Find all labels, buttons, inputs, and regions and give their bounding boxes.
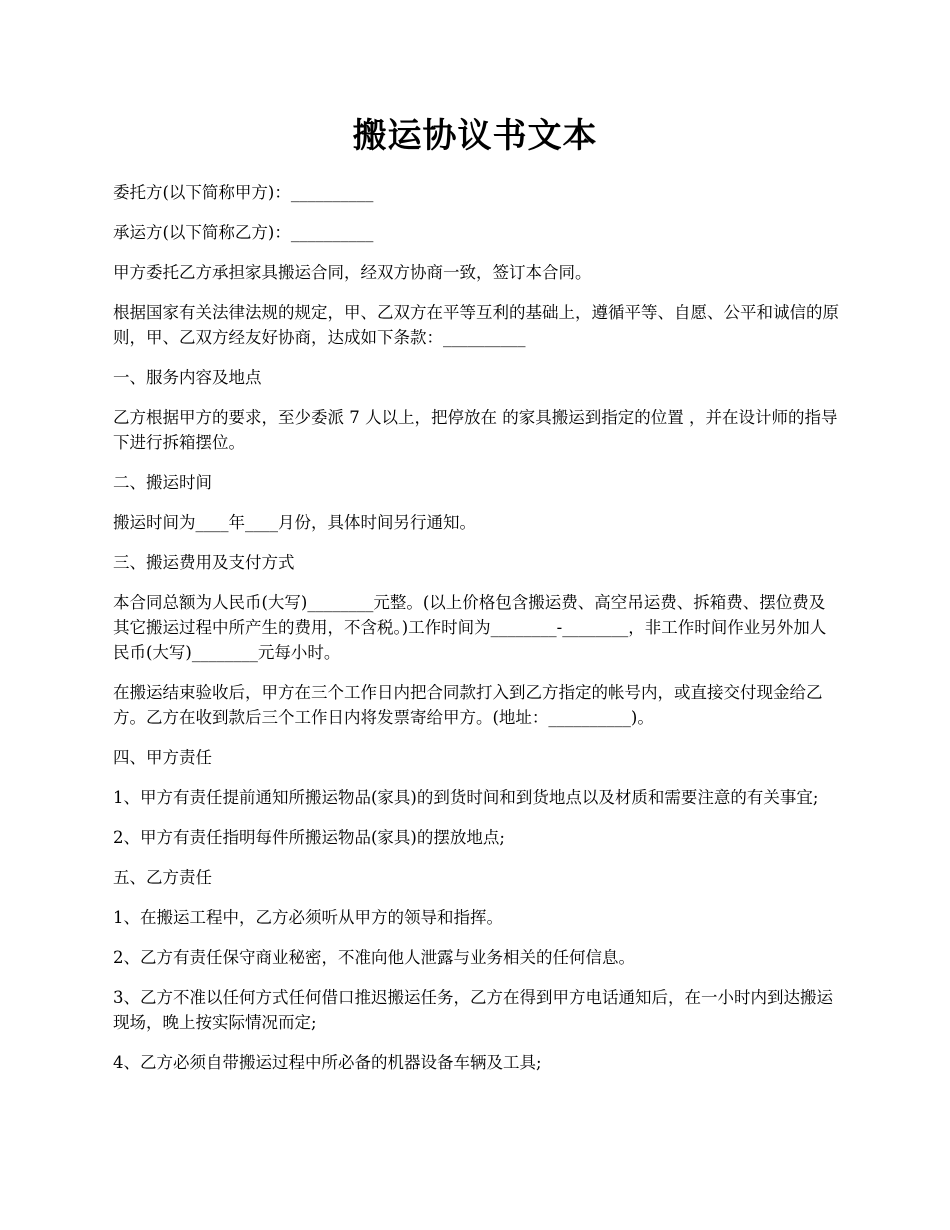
intro-paragraph: 甲方委托乙方承担家具搬运合同，经双方协商一致，签订本合同。 [113, 263, 592, 282]
section-heading-2: 二、搬运时间 [113, 473, 212, 492]
legal-basis-paragraph: 根据国家有关法律法规的规定，甲、乙双方在平等互利的基础上，遵循平等、自愿、公平和诚信的原则，甲、乙双方经友好协商，达成如下条款：__________ [113, 303, 839, 347]
section-heading-5: 五、乙方责任 [113, 868, 212, 887]
party-b-duty-4: 4、乙方必须自带搬运过程中所必备的机器设备车辆及工具; [113, 1053, 542, 1072]
party-b-duty-3: 3、乙方不准以任何方式任何借口推迟搬运任务，乙方在得到甲方电话通知后，在一小时内到达搬运现场，晚上按实际情况而定; [113, 988, 833, 1032]
section-heading-4: 四、甲方责任 [113, 748, 212, 767]
service-content-paragraph: 乙方根据甲方的要求，至少委派 7 人以上，把停放在 的家具搬运到指定的位置 ，并在设计师的指导下进行拆箱摆位。 [113, 408, 838, 452]
contract-amount-paragraph: 本合同总额为人民币(大写)________元整。(以上价格包含搬运费、高空吊运费、拆箱费、摆位费及其它搬运过程中所产生的费用，不含税。)工作时间为________-________，非工作时间作业另外加人民币(大写)________元每小时。 [113, 593, 827, 662]
section-heading-3: 三、搬运费用及支付方式 [113, 553, 295, 572]
document-title: 搬运协议书文本 [352, 116, 598, 156]
party-b-duty-2: 2、乙方有责任保守商业秘密，不准向他人泄露与业务相关的任何信息。 [113, 948, 635, 967]
party-a-duty-1: 1、甲方有责任提前通知所搬运物品(家具)的到货时间和到货地点以及材质和需要注意的有关事宜; [113, 788, 819, 807]
moving-time-paragraph: 搬运时间为____年____月份，具体时间另行通知。 [113, 513, 476, 532]
document-body [113, 180, 839, 1090]
party-a-line: 委托方(以下简称甲方)：__________ [113, 183, 374, 202]
payment-paragraph: 在搬运结束验收后，甲方在三个工作日内把合同款打入到乙方指定的帐号内，或直接交付现金给乙方。乙方在收到款后三个工作日内将发票寄给甲方。(地址：__________)。 [113, 683, 823, 727]
party-b-line: 承运方(以下简称乙方)：__________ [113, 223, 374, 242]
party-b-duty-1: 1、在搬运工程中，乙方必须听从甲方的领导和指挥。 [113, 908, 503, 927]
section-heading-1: 一、服务内容及地点 [113, 368, 262, 387]
party-a-duty-2: 2、甲方有责任指明每件所搬运物品(家具)的摆放地点; [113, 828, 505, 847]
